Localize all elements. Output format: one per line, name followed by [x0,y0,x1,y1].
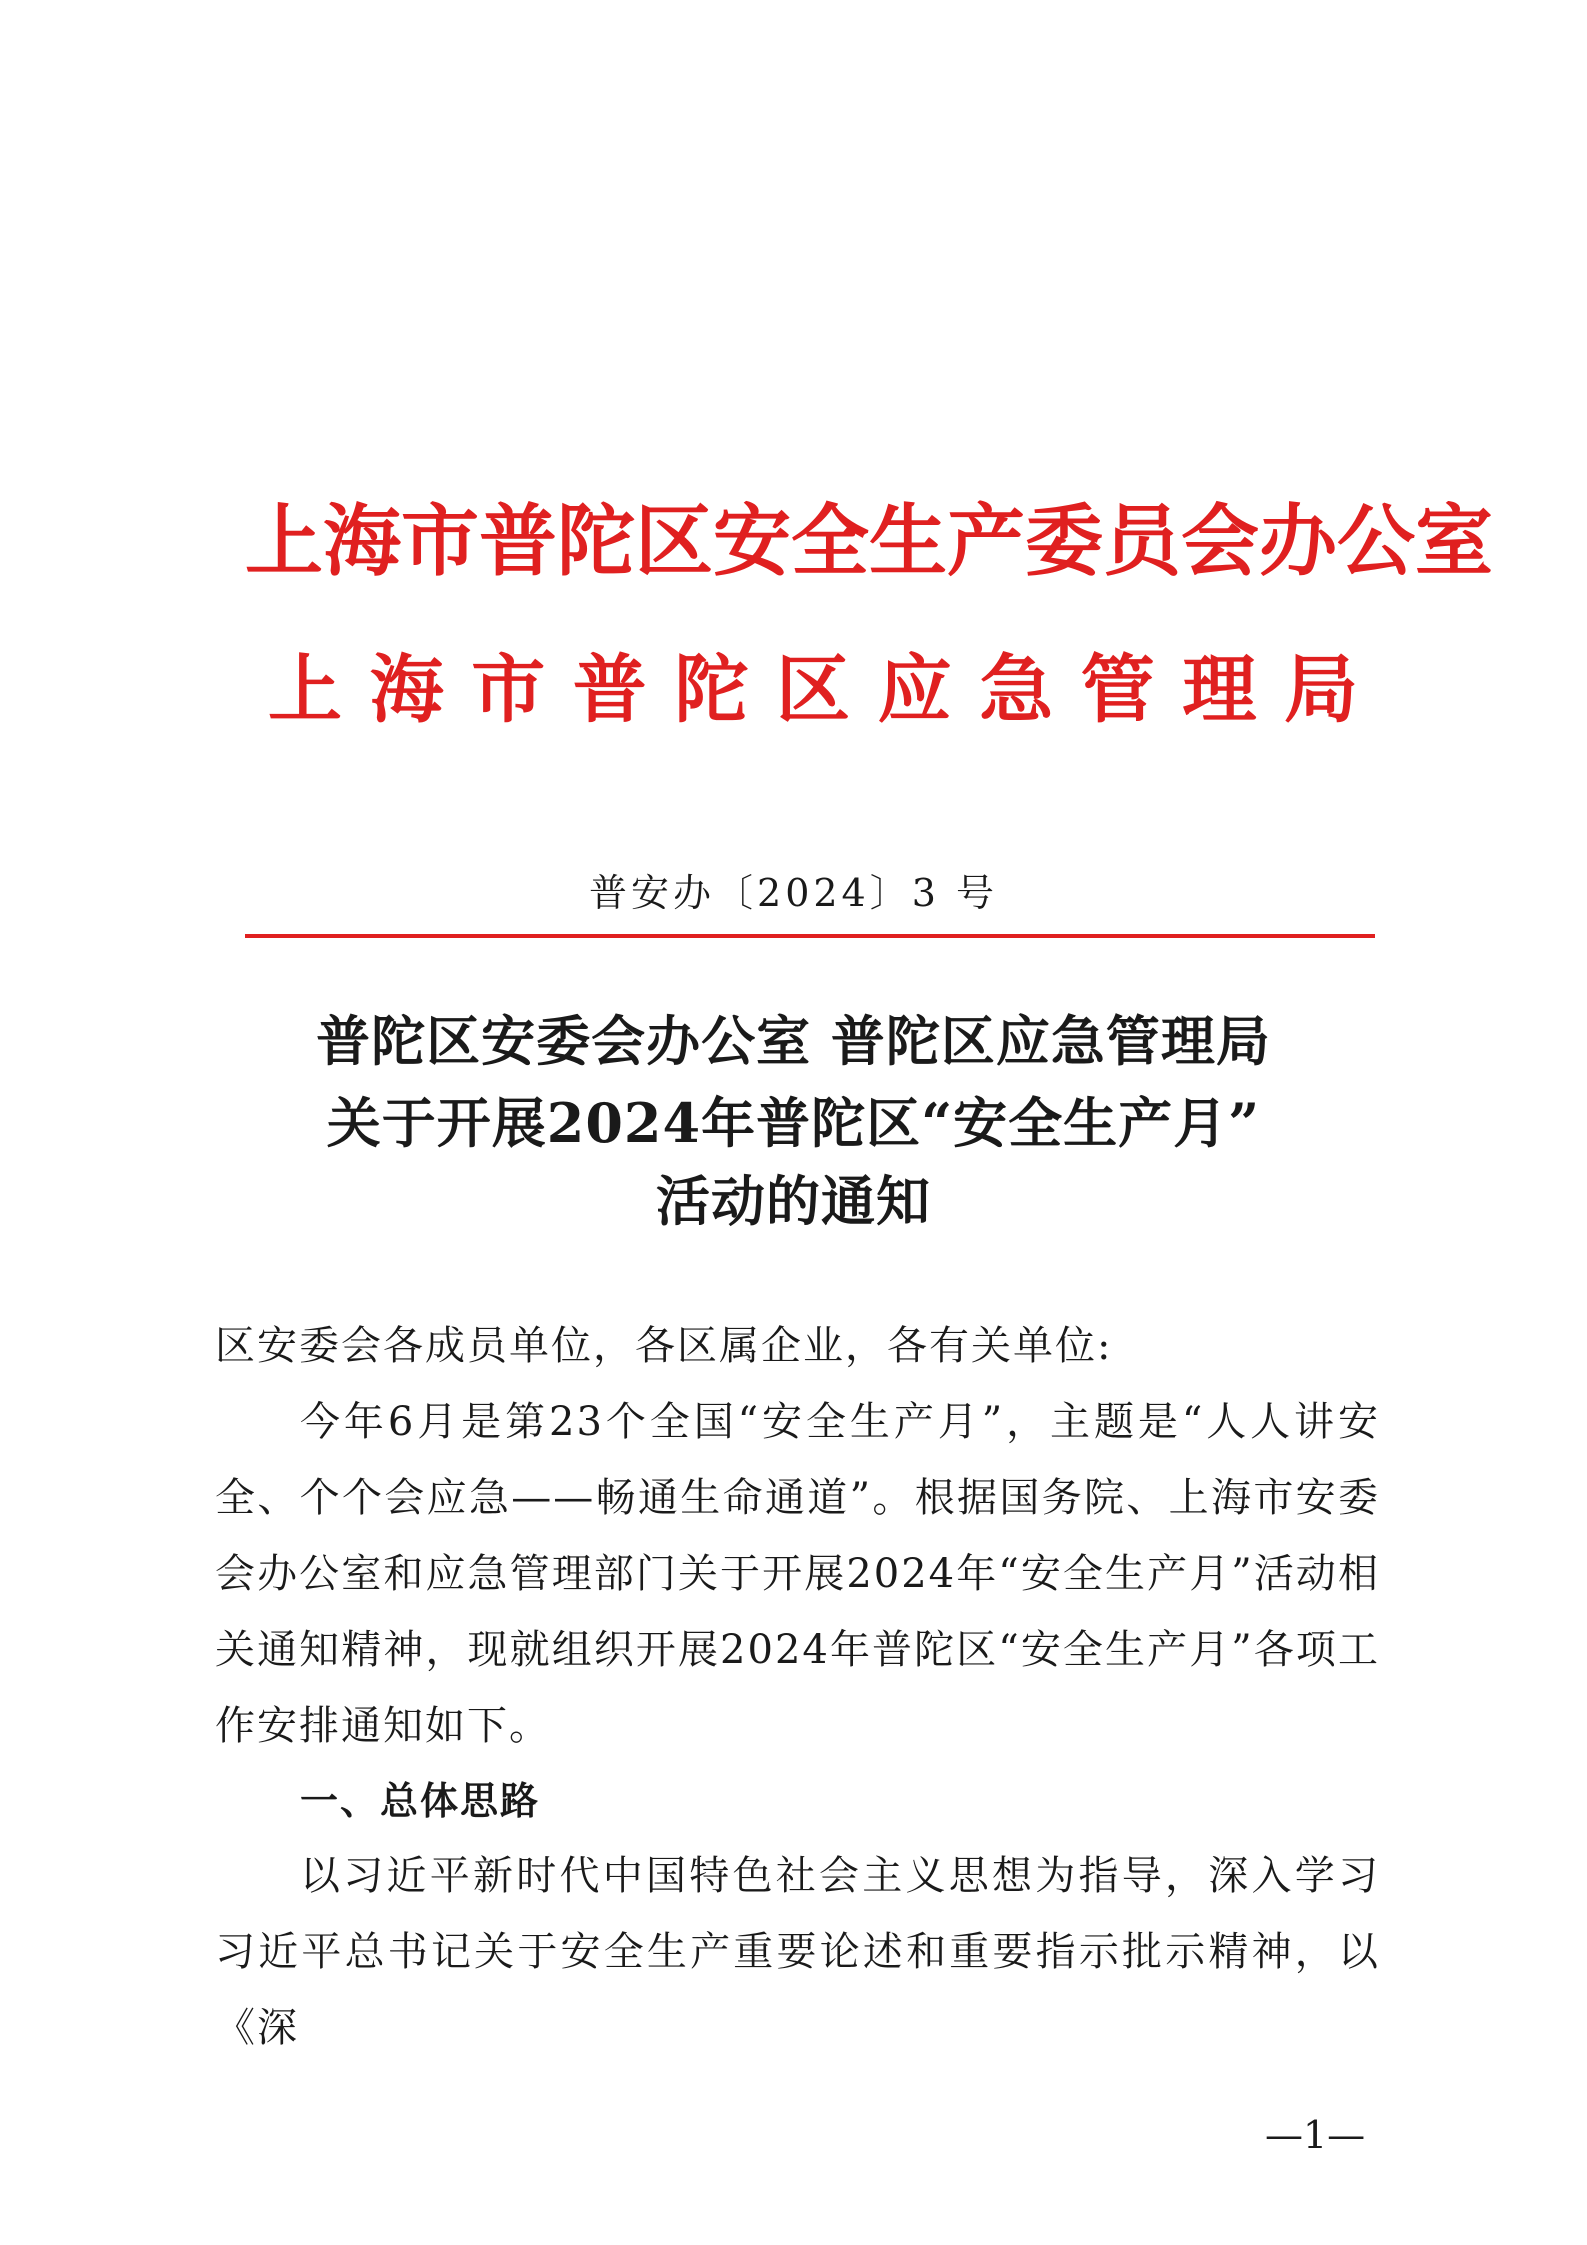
title-line-2: 关于开展2024年普陀区“安全生产月” [326,1091,1261,1155]
salutation: 区安委会各成员单位，各区属企业，各有关单位: [215,1323,1113,1369]
document-number: 普安办〔2024〕3 号 [589,871,998,915]
title-line-1: 普陀区安委会办公室 普陀区应急管理局 [316,1009,1271,1073]
title-line-3: 活动的通知 [656,1169,931,1233]
paragraph-overall-approach: 以习近平新时代中国特色社会主义思想为指导，深入学习习近平总书记关于安全生产重要论述和重要指示批示精神，以《深 [215,1853,1380,2051]
red-divider [245,934,1375,938]
issuing-org-line-1: 上海市普陀区安全生产委员会办公室 [245,496,1494,587]
issuing-org-line-2: 上海市普陀区应急管理局 [268,647,1358,733]
paragraph-intro: 今年6月是第23个全国“安全生产月”，主题是“人人讲安全、个个会应急——畅通生命通道”。根据国务院、上海市安委会办公室和应急管理部门关于开展2024年“安全生产月”活动相关通知精神，现就组织开展2024年普陀区“安全生产月”各项工作安排通知如下。 [215,1399,1380,1749]
section-heading: 一、总体思路 [300,1779,541,1823]
page-number: —1— [1265,2113,1366,2157]
